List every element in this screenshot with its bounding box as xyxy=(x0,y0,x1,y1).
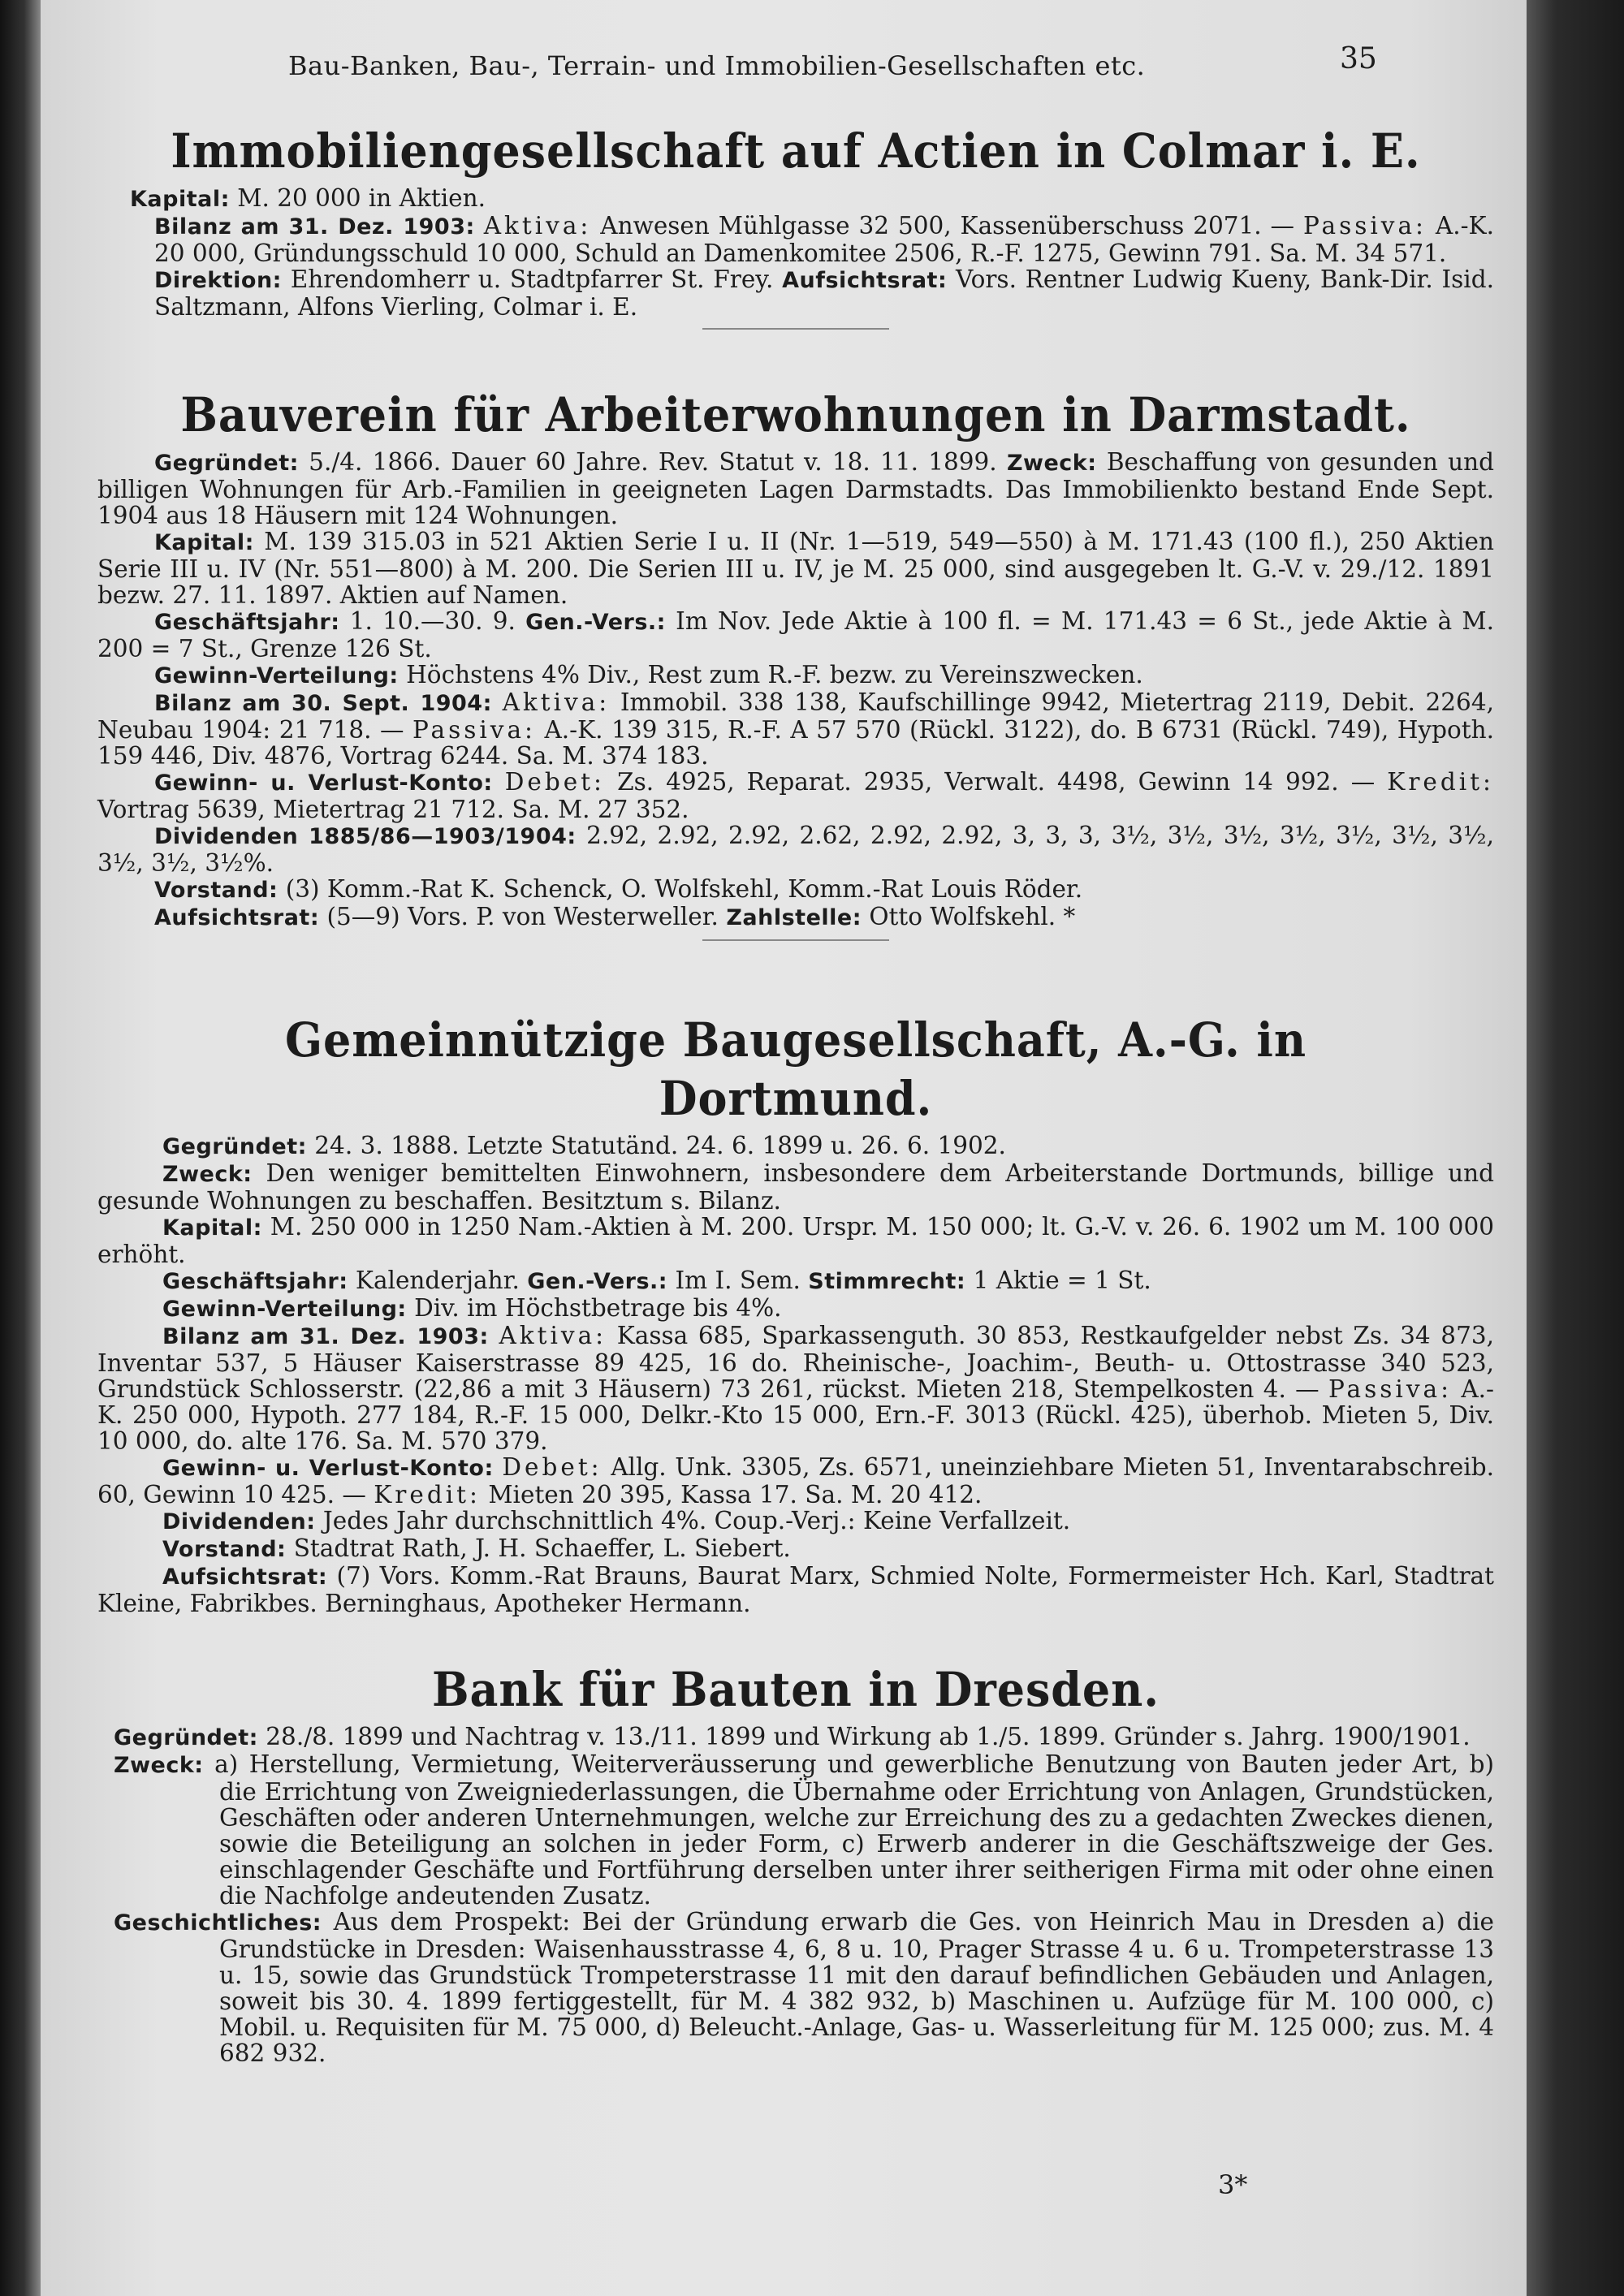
entry-darmstadt xyxy=(97,386,1494,947)
body: Gegründet: 24. 3. 1888. Letzte Statutänd. 24. 6. 1899 u. 26. 6. 1902. Zweck: Den weniger bemittelten Einwohnern, insbesondere dem Arbeiterstande Dortmunds, billige und gesunde Wohnungen zu beschaffen. Besitztum s. Bilanz. Kapital: M. 250 000 in 1250 Nam.-Aktien à M. 200. Urspr. M. 150 000; lt. G.-V. v. 26. 6. 1902 um M. 100 000 erhöht. Geschäftsjahr: Kalenderjahr. Gen.-Vers.: Im I. Sem. Stimmrecht: 1 Aktie = 1 St. Gewinn-Verteilung: Div. im Höchstbetrage bis 4%. Bilanz am 31. Dez. 1903: Aktiva: Kassa 685, Sparkassenguth. 30 853, Restkaufgelder nebst Zs. 34 873, Inventar 537, 5 Häuser Kaiserstrasse 89 425, 16 do. Rheinische-, Joachim-, Beuth- u. Ottostrasse 340 523, Grundstück Schlosserstr. (22,86 a mit 3 Häusern) 73 261, rückst. Mieten 218, Stempelkosten 4. — Passiva: A.-K. 250 000, Hypoth. 277 184, R.-F. 15 000, Delkr.-Kto 15 000, Ern.-F. 3013 (Rückl. 425), überhob. Mieten 5, Div. 10 000, do. alte 176. Sa. M. 570 379. Gewinn- u. Verlust-Konto: Debet: Allg. Unk. 3305, Zs. 6571, uneinziehbare Mieten 51, Inventarabschreib. 60, Gewinn 10 425. — Kredit: Mieten 20 395, Kassa 17. Sa. M. 20 412. Dividenden: Jedes Jahr durchschnittlich 4%. Coup.-Verj.: Keine Verfallzeit. Vorstand: Stadtrat Rath, J. H. Schaeffer, L. Siebert. Aufsichtsrat: (7) Vors. Komm.-Rat Brauns, Baurat Marx, Schmied Nolte, Formermeister Hch. Karl, Stadtrat Kleine, Fabrikbes. Berninghaus, Apotheker Hermann. xyxy=(97,1132,1494,1617)
running-head: Bau-Banken, Bau-, Terrain- und Immobilien-Gesellschaften etc. xyxy=(288,50,1146,81)
scan-edge xyxy=(1527,0,1624,2296)
entry-title: Bank für Bauten in Dresden. xyxy=(431,1662,1160,1717)
kapital-line: Kapital: M. 20 000 in Aktien. Bilanz am 31. Dez. 1903: Aktiva: Anwesen Mühlgasse 32 500, Kassenüberschuss 2071. — Passiva: A.-K. 20 000, Gründungsschuld 10 000, Schuld an Damenkomitee 2506, R.-F. 1275, Gewinn 791. Sa. M. 34 571. Direktion: Ehrendomherr u. Stadtpfarrer St. Frey. Aufsichtsrat: Vors. Rentner Ludwig Kueny, Bank-Dir. Isid. Saltzmann, Alfons Vierling, Colmar i. E. xyxy=(130,184,1494,321)
book-gutter xyxy=(0,0,41,2296)
entry-dresden xyxy=(97,1660,1494,2066)
entry-title: Bauverein für Arbeiterwohnungen in Darmstadt. xyxy=(180,387,1411,442)
gegruendet: Gegründet: 28./8. 1899 und Nachtrag v. 13./11. 1899 und Wirkung ab 1./5. 1899. Gründer s. Jahrg. 1900/1901. xyxy=(114,1723,1471,1750)
divider xyxy=(702,328,889,330)
page xyxy=(41,0,1527,2296)
body: Gegründet: 5./4. 1866. Dauer 60 Jahre. Rev. Statut v. 18. 11. 1899. Zweck: Beschaffung von gesunden und billigen Wohnungen für Arb.-Familien in geeigneten Lagen Darmstadts. Das Immobilienkto bestand Ende Sept. 1904 aus 18 Häusern mit 124 Wohnungen. Kapital: M. 139 315.03 in 521 Aktien Serie I u. II (Nr. 1—519, 549—550) à M. 171.43 (100 fl.), 250 Aktien Serie III u. IV (Nr. 551—800) à M. 200. Die Serien III u. IV, je M. 25 000, sind ausgegeben lt. G.-V. v. 29./12. 1891 bezw. 27. 11. 1897. Aktien auf Namen. Geschäftsjahr: 1. 10.—30. 9. Gen.-Vers.: Im Nov. Jede Aktie à 100 fl. = M. 171.43 = 6 St., jede Aktie à M. 200 = 7 St., Grenze 126 St. Gewinn-Verteilung: Höchstens 4% Div., Rest zum R.-F. bezw. zu Vereinszwecken. Bilanz am 30. Sept. 1904: Aktiva: Immobil. 338 138, Kaufschillinge 9942, Mietertrag 2119, Debit. 2264, Neubau 1904: 21 718. — Passiva: A.-K. 139 315, R.-F. A 57 570 (Rückl. 3122), do. B 6731 (Rückl. 749), Hypoth. 159 446, Div. 4876, Vortrag 6244. Sa. M. 374 183. Gewinn- u. Verlust-Konto: Debet: Zs. 4925, Reparat. 2935, Verwalt. 4498, Gewinn 14 992. — Kredit: Vortrag 5639, Mietertrag 21 712. Sa. M. 27 352. Dividenden 1885/86—1903/1904: 2.92, 2.92, 2.92, 2.62, 2.92, 2.92, 3, 3, 3, 3½, 3½, 3½, 3½, 3½, 3½, 3½, 3½, 3½, 3½%. Vorstand: (3) Komm.-Rat K. Schenck, O. Wolfskehl, Komm.-Rat Louis Röder. Aufsichtsrat: (5—9) Vors. P. von Westerweller. Zahlstelle: Otto Wolfskehl. * xyxy=(97,448,1494,930)
page-number: 35 xyxy=(1340,42,1377,76)
entry-dortmund xyxy=(97,1011,1494,1616)
geschichtliches: Geschichtliches: Aus dem Prospekt: Bei der Gründung erwarb die Ges. von Heinrich Mau in Dresden a) die Grundstücke in Dresden: Waisenhausstrasse 4, 6, 8 u. 10, Prager Strasse 4 u. 6 u. Trompeterstrasse 13 u. 15, sowie das Grundstück Trompeterstrasse 11 mit den darauf befindlichen Gebäuden und Anlagen, soweit bis 30. 4. 1899 fertiggestellt, für M. 4 382 932, b) Maschinen u. Aufzüge für M. 100 000, c) Mobil. u. Requisiten für M. 75 000, d) Beleucht.-Anlage, Gas- u. Wasserleitung für M. 125 000; zus. M. 4 682 932. xyxy=(114,1908,1494,2067)
zweck: Zweck: a) Herstellung, Vermietung, Weiterveräusserung und gewerbliche Benutzung von Bauten jeder Art, b) die Errichtung von Zweigniederlassungen, die Übernahme oder Errichtung von Anlagen, Grundstücken, Geschäften oder anderen Unternehmungen, welche zur Erreichung des zu a gedachten Zweckes dienen, sowie die Beteiligung an solchen in jeder Form, c) Erwerb anderer in die Geschäftszweige der Ges. einschlagender Geschäfte und Fortführung derselben unter ihrer seitherigen Firma mit oder ohne einen die Nachfolge andeutenden Zusatz. xyxy=(114,1750,1495,1910)
entry-title: Gemeinnützige Baugesellschaft, A.-G. in Dortmund. xyxy=(285,1012,1307,1126)
entry-colmar xyxy=(97,122,1494,336)
divider xyxy=(702,939,889,941)
signature-mark: 3* xyxy=(1218,2169,1248,2200)
entry-title: Immobiliengesellschaft auf Actien in Colmar i. E. xyxy=(171,123,1421,179)
